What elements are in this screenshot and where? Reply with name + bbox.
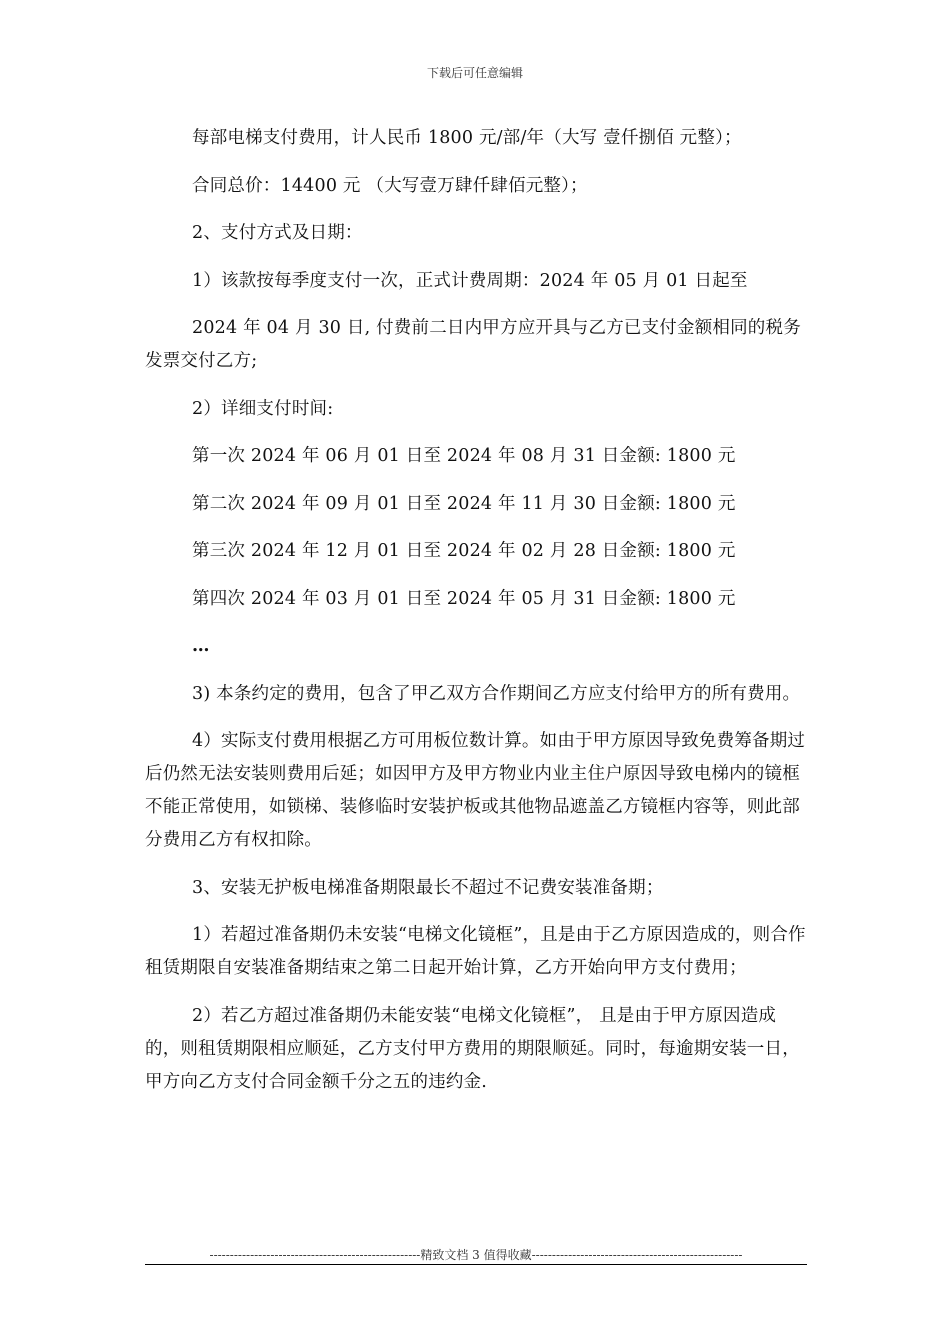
page-footer: ----------------------------------------------------精致文档 3 值得收藏---------------------------------------------------- [209, 1248, 743, 1262]
schedule-ellipsis: … [192, 636, 210, 656]
footer-divider [145, 1264, 807, 1265]
schedule-item-3: 第三次 2024 年 12 月 01 日至 2024 年 02 月 28 日金额: 1800 元 [192, 541, 736, 561]
paragraph-delay-party-a: 2）若乙方超过准备期仍未能安装“电梯文化镜框”， 且是由于甲方原因造成的，则租赁期限相应顺延，乙方支付甲方费用的期限顺延。同时，每逾期安装一日，甲方向乙方支付合同金额千分之五的违约金. [145, 1005, 800, 1092]
document-body [145, 122, 807, 1113]
paragraph-delay-party-b: 1）若超过准备期仍未安装“电梯文化镜框”，且是由于乙方原因造成的，则合作租赁期限自安装准备期结束之第二日起开始计算，乙方开始向甲方支付费用； [145, 925, 806, 978]
paragraph-fee-inclusion: 3) 本条约定的费用，包含了甲乙双方合作期间乙方应支付给甲方的所有费用。 [192, 683, 801, 704]
page-header: 下载后可任意编辑 [426, 66, 523, 80]
paragraph-actual-fee-calculation: 4）实际支付费用根据乙方可用板位数计算。如由于甲方原因导致免费筹备期过后仍然无法安装则费用后延；如因甲方及甲方物业内业主住户原因导致电梯内的镜框不能正常使用，如锁梯、装修临时安装护板或其他物品遮盖乙方镜框内容等，则此部分费用乙方有权扣除。 [145, 731, 806, 850]
schedule-item-4: 第四次 2024 年 03 月 01 日至 2024 年 05 月 31 日金额: 1800 元 [192, 588, 736, 609]
paragraph-payment-method-heading: 2、支付方式及日期： [192, 223, 363, 243]
schedule-item-1: 第一次 2024 年 06 月 01 日至 2024 年 08 月 31 日金额: 1800 元 [192, 446, 736, 466]
paragraph-payment-period-end: 2024 年 04 月 30 日, 付费前二日内甲方应开具与乙方已支付金额相同的税务发票交付乙方; [145, 318, 801, 371]
paragraph-payment-period-start: 1）该款按每季度支付一次，正式计费周期：2024 年 05 月 01 日起至 [192, 270, 748, 291]
schedule-item-2: 第二次 2024 年 09 月 01 日至 2024 年 11 月 30 日金额: 1800 元 [192, 493, 736, 514]
paragraph-contract-total: 合同总价：14400 元 （大写壹万肆仟肆佰元整）； [192, 175, 588, 196]
paragraph-fee-per-elevator: 每部电梯支付费用，计人民币 1800 元/部/年（大写 壹仟捌佰 元整）； [192, 128, 742, 148]
paragraph-payment-schedule-heading: 2）详细支付时间: [192, 398, 334, 419]
paragraph-installation-period-heading: 3、安装无护板电梯准备期限最长不超过不记费安装准备期； [192, 877, 664, 898]
